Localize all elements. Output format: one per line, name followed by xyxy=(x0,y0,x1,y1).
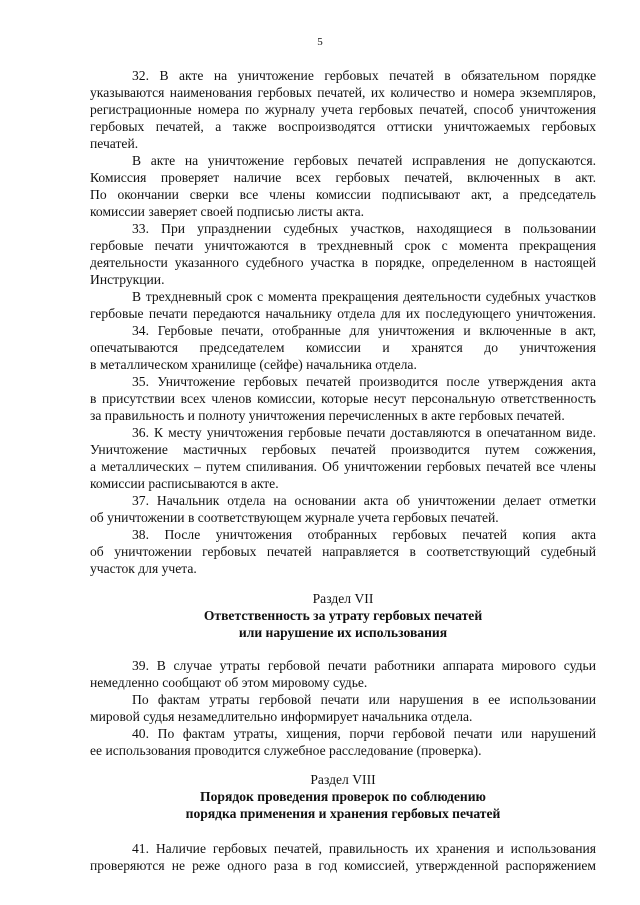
section-title: Ответственность за утрату гербовых печатей xyxy=(203,608,483,623)
text-line: мировой судья незамедлительно информирует начальника отдела. xyxy=(90,709,473,724)
text-line: 34. Гербовые печати, отобранные для уничтожения и включенные в акт, xyxy=(132,323,596,338)
text-line: 39. В случае утраты гербовой печати работники аппарата мирового судьи xyxy=(132,658,596,673)
text-line: 35. Уничтожение гербовых печатей производится после утверждения акта xyxy=(132,374,596,389)
text-line: 33. При упразднении судебных участков, находящиеся в пользовании xyxy=(132,221,596,236)
text-line: 37. Начальник отдела на основании акта об уничтожении делает отметки xyxy=(132,493,596,508)
text-line: печатей. xyxy=(90,136,139,151)
text-line: Уничтожение мастичных гербовых печатей производится путем сожжения, xyxy=(90,442,596,457)
text-line: В акте на уничтожение гербовых печатей исправления не допускаются. xyxy=(132,153,596,168)
text-line: В трехдневный срок с момента прекращения деятельности судебных участков xyxy=(132,289,596,304)
text-line: По окончании сверки все члены комиссии подписывают акт, а председатель xyxy=(90,187,596,202)
text-line: гербовые печати уничтожаются в трехдневный срок с момента прекращения xyxy=(90,238,596,253)
text-line: комиссии расписываются в акте. xyxy=(90,476,279,491)
text-line: 38. После уничтожения отобранных гербовых печатей копия акта xyxy=(132,527,596,542)
text-line: Комиссия проверяет наличие всех гербовых печатей, включенных в акт. xyxy=(90,170,596,185)
text-line: а металлических – путем спиливания. Об уничтожении гербовых печатей все члены xyxy=(90,459,596,474)
text-line: указываются наименования гербовых печатей, их количество и номера экземпляров, xyxy=(90,85,596,100)
text-line: По фактам утраты гербовой печати или нарушения в ее использовании xyxy=(132,692,596,707)
text-line: регистрационные номера по журналу учета гербовых печатей, способ уничтожения xyxy=(90,102,596,117)
text-line: 41. Наличие гербовых печатей, правильность их хранения и использования xyxy=(132,841,596,856)
text-line: проверяются не реже одного раза в год комиссией, утвержденной распоряжением xyxy=(90,858,596,873)
text-line: гербовые печати передаются начальнику отдела для их последующего уничтожения. xyxy=(90,306,596,321)
text-line: участок для учета. xyxy=(90,561,197,576)
text-line: ее использования проводится служебное расследование (проверка). xyxy=(90,743,482,758)
section-label: Раздел VII xyxy=(312,591,374,606)
page-number: 5 xyxy=(317,36,323,48)
text-line: деятельности указанного судебного участка в порядке, определенном в настоящей xyxy=(90,255,596,270)
text-line: гербовых печатей, а также воспроизводятся оттиски уничтожаемых гербовых xyxy=(90,119,596,134)
text-line: за правильность и полноту уничтожения перечисленных в акте гербовых печатей. xyxy=(90,408,565,423)
section-title: или нарушение их использования xyxy=(238,625,448,640)
text-line: об уничтожении в соответствующем журнале учета гербовых печатей. xyxy=(90,510,499,525)
section-title: Порядок проведения проверок по соблюдению xyxy=(200,789,486,804)
text-line: опечатываются председателем комиссии и хранятся до уничтожения xyxy=(90,340,596,355)
text-line: немедленно сообщают об этом мировому судье. xyxy=(90,675,368,690)
text-line: в металлическом хранилище (сейфе) начальника отдела. xyxy=(90,357,417,372)
section-title: порядка применения и хранения гербовых печатей xyxy=(185,806,501,821)
text-line: 40. По фактам утраты, хищения, порчи гербовой печати или нарушений xyxy=(132,726,596,741)
text-line: Инструкции. xyxy=(90,272,165,287)
section-label: Раздел VIII xyxy=(310,772,376,787)
text-line: комиссии заверяет своей подписью листы акта. xyxy=(90,204,365,219)
text-line: 32. В акте на уничтожение гербовых печатей в обязательном порядке xyxy=(132,68,596,83)
text-line: 36. К месту уничтожения гербовые печати доставляются в опечатанном виде. xyxy=(132,425,596,440)
text-line: в присутствии всех членов комиссии, которые несут персональную ответственность xyxy=(90,391,596,406)
text-line: об уничтожении гербовых печатей направляется в соответствующий судебный xyxy=(90,544,596,559)
